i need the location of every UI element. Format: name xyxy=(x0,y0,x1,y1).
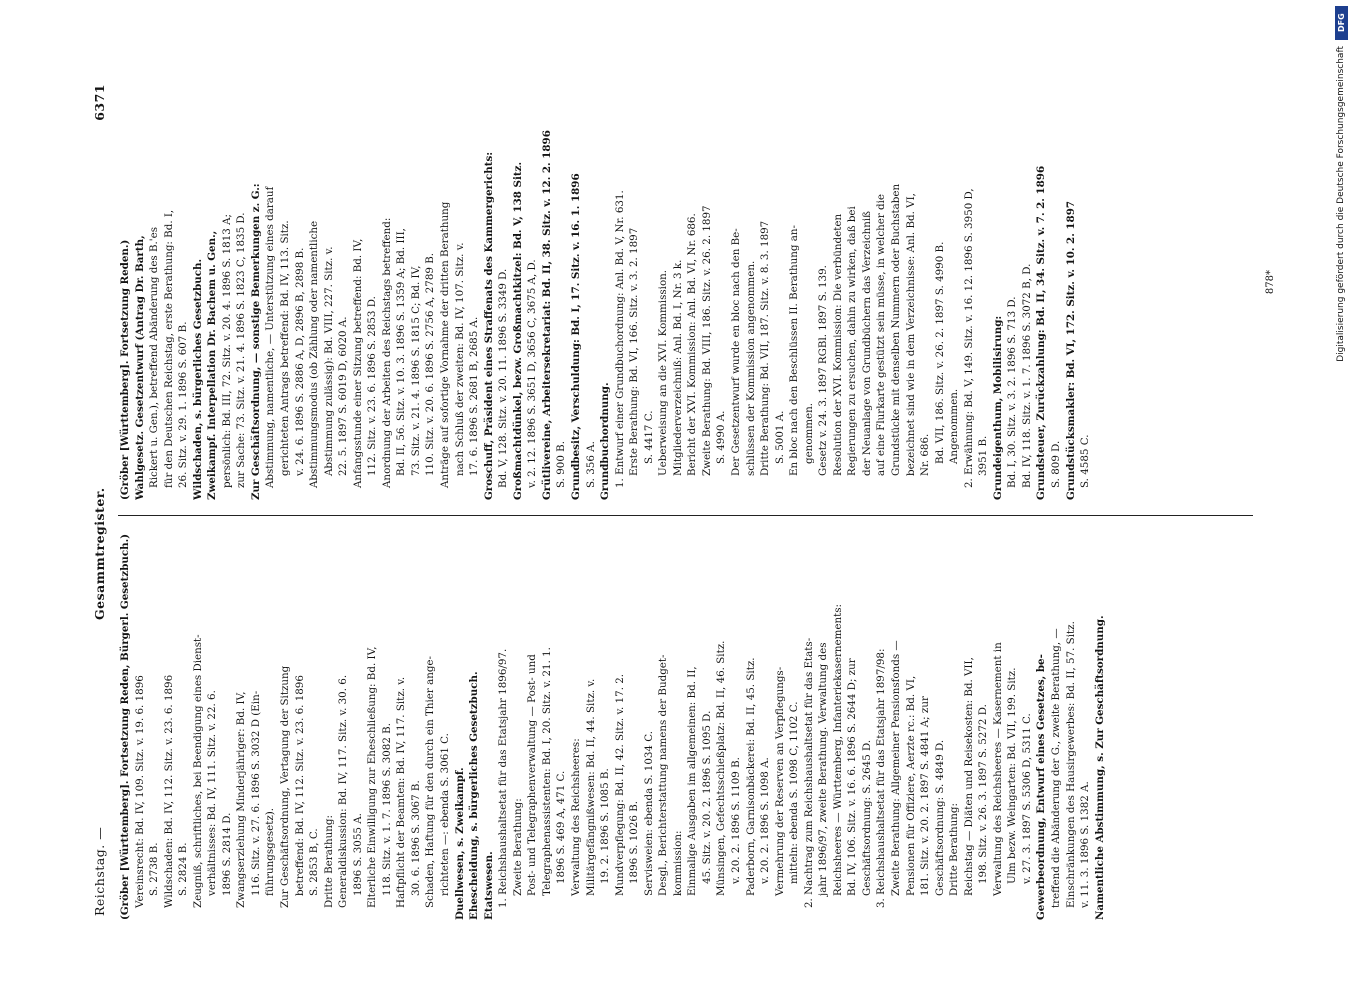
register-line: 116. Sitz. v. 27. 6. 1896 S. 3032 D (Ein- xyxy=(249,690,262,896)
register-page xyxy=(90,80,1295,920)
register-line: Zur Geschäftsordnung, — sonstige Bemerkungen z. G.: xyxy=(249,183,262,500)
register-line: Zweite Berathung: xyxy=(511,798,524,896)
register-line: Bd. II, 56. Sitz. v. 10. 3. 1896 S. 1359 A; Bd. III, xyxy=(395,228,408,476)
register-line: v. 24. 6. 1896 S. 2886 A, D, 2896 B, 2898 B. xyxy=(293,247,306,476)
register-line: Grundbuchordnung. xyxy=(599,382,612,500)
register-line: S. 356 A. xyxy=(584,441,597,488)
right-column xyxy=(118,80,1093,500)
register-line: Der Gesetzentwurf wurde en bloc nach den Be- xyxy=(729,228,742,476)
register-line: Münsingen, Gefechtsschießplatz: Bd. II, 46. Sitz. xyxy=(715,640,728,896)
register-line: Dritte Berathung: Bd. VII, 187. Sitz. v. 8. 3. 1897 xyxy=(759,220,772,476)
register-line: En bloc nach den Beschlüssen II. Berathung an- xyxy=(788,225,801,476)
register-line: Ueberweisung an die XVI. Kommission. xyxy=(657,269,670,476)
register-line: Vermehrung der Reserven an Verpflegungs- xyxy=(773,666,786,896)
register-line: 1896 S. 3055 A. xyxy=(351,813,364,896)
register-line: v. 20. 2. 1896 S. 1098 A. xyxy=(759,757,772,884)
left-column xyxy=(118,528,1107,920)
register-line: Anträge auf sofortige Vornahme der dritten Berathung xyxy=(439,201,452,488)
register-line: Bd. I, 30. Sitz. v. 3. 2. 1896 S. 713 D. xyxy=(1006,296,1019,488)
register-line: Servisweien: ebenda S. 1034 C. xyxy=(642,730,655,896)
register-line: Geschäftsordnung: S. 2645 D. xyxy=(860,739,873,896)
header-title: Gesammtregister. xyxy=(92,487,107,620)
dfg-side-strip xyxy=(1335,6,1348,999)
header-left: Reichstag. — xyxy=(92,826,107,916)
register-line: S. 809 D. xyxy=(1050,440,1062,488)
register-line: Elterliche Einwilligung zur Eheschließung: Bd. IV, xyxy=(366,646,379,908)
register-line: S. 900 B. xyxy=(555,441,568,488)
register-line: Dritte Berathung: xyxy=(322,815,335,908)
register-line: Duellwesen, s. Zweikampf. xyxy=(453,767,466,920)
register-line: 1896 S. 1026 B. xyxy=(628,800,641,884)
page-header xyxy=(90,80,114,920)
register-line: Vereinsrecht: Bd. IV, 109. Sitz. v. 19. 6. 1896 xyxy=(133,675,146,908)
register-line: verhältnisses: Bd. IV, 111. Sitz. v. 22. 6. xyxy=(206,690,219,896)
register-line: 3951 B. xyxy=(977,435,990,476)
register-line: bezeichnet sind wie in dem Verzeichnisse: Anl. Bd. VI, xyxy=(904,193,917,476)
register-line: Schaden, Haftung für den durch ein Thier ange- xyxy=(424,655,437,908)
register-line: v. 2. 12. 1896 S. 3651 D, 3656 C, 3675 A, D. xyxy=(526,259,539,488)
register-line: Grundstücke mit denselben Nummern oder Buchstaben xyxy=(889,183,902,476)
register-line: Anfangsstunde einer Sitzung betreffend: Bd. IV, xyxy=(351,238,364,488)
register-line: Geschäftsordnung: S. 4849 D. xyxy=(933,739,946,896)
register-line: 45. Sitz. v. 20. 2. 1896 S. 1095 D. xyxy=(700,710,713,884)
register-line: (Gröber [Württemberg]. Fortsetzung Reden, Bürgerl. Gesetzbuch.) xyxy=(119,533,131,920)
register-line: Generaldiskussion: Bd. IV, 117. Sitz. v. 30. 6. xyxy=(337,674,350,908)
register-line: 110. Sitz. v. 20. 6. 1896 S. 2756 A, 2789 B. xyxy=(424,252,437,476)
register-line: richteten —: ebenda S. 3061 C. xyxy=(439,733,452,896)
register-line: Einschränkungen des Hausirgewerbes: Bd. II, 57. Sitz. xyxy=(1064,621,1077,908)
register-line: Bericht der XVI. Kommission: Anl. Bd. VI, Nr. 686. xyxy=(686,213,699,476)
register-line: v. 27. 3. 1897 S. 5306 D, 5311 C. xyxy=(1020,713,1033,884)
register-line: Wildschaden: Bd. IV, 112. Sitz. v. 23. 6. 1896 xyxy=(162,674,175,908)
register-line: Rickert u. Gen.), betreffend Abänderung des B.'es xyxy=(148,226,161,488)
register-line: kommission: xyxy=(671,830,684,896)
register-line: S. 4417 C. xyxy=(642,410,655,464)
register-line: Militärgefängnißwesen: Bd. II, 44. Sitz. v. xyxy=(584,678,597,896)
dfg-credit-text: Digitalisierung gefördert durch die Deutsche Forschungsgemeinschaft xyxy=(1336,46,1346,362)
register-line: Abstimmung zulässig): Bd. VIII, 227. Sitz. v. xyxy=(322,246,335,476)
register-line: Zweite Berathung: Bd. VIII, 186. Sitz. v. 26. 2. 1897 xyxy=(700,205,713,476)
register-line: 198. Sitz. v. 26. 3. 1897 S. 5272 D. xyxy=(977,704,990,884)
register-line: Bd. VII, 186. Sitz. v. 26. 2. 1897 S. 4990 B. xyxy=(933,241,946,464)
register-line: Verwaltung des Reichsheeres — Kasernement in xyxy=(991,642,1004,896)
dfg-logo: DFG xyxy=(1335,6,1348,40)
register-line: S. 2853 B, C. xyxy=(308,828,321,896)
register-line: Zweite Berathung: Allgemeiner Pensionsfonds — xyxy=(889,640,902,896)
register-line: Zwangserziehung Minderjähriger: Bd. IV, xyxy=(235,691,248,908)
register-line: Reichstag — Diäten und Reisekosten: Bd. VII, xyxy=(962,657,975,896)
register-line: S. 4990 A. xyxy=(715,410,728,464)
register-line: schlüssen der Kommission angenommen. xyxy=(744,260,757,476)
register-line: 2. Nachtrag zum Reichshaushaltsetat für das Etats- xyxy=(802,637,815,908)
signature-mark: 878* xyxy=(1265,270,1276,295)
register-line: Wahlgesetz. Gesetzentwurf (Antrag Dr. Barth, xyxy=(133,235,146,500)
register-line: Großmachtdünkel, bezw. Großmachtkitzel: Bd. V, 138 Sitz. xyxy=(511,161,524,500)
register-line: Bd. IV, 106. Sitz. v. 16. 6. 1896 S. 2644 D; zur xyxy=(846,658,859,896)
column-divider xyxy=(118,515,1253,516)
register-line: Zur Geschäftsordnung, Vertagung der Sitzung xyxy=(279,665,292,908)
register-line: 19. 2. 1896 S. 1085 B. xyxy=(599,768,612,884)
register-line: Angenommen. xyxy=(948,388,961,464)
register-line: Verwaltung des Reichsheeres: xyxy=(569,738,582,896)
register-line: Abstimmungsmodus (ob Zählung oder namentliche xyxy=(308,220,321,488)
register-line: Grundeigenthum, Mobilisirung: xyxy=(991,315,1004,500)
register-line: 17. 6. 1896 S. 2681 B, 2685 A. xyxy=(468,316,481,476)
register-line: Namentliche Abstimmung, s. Zur Geschäftsordnung. xyxy=(1093,615,1106,920)
register-line: gerichteten Antrags betreffend: Bd. IV, 113. Sitz. xyxy=(279,220,292,476)
register-line: 112. Sitz. v. 23. 6. 1896 S. 2853 D. xyxy=(366,296,379,476)
register-line: 1. Reichshaushaltsetat für das Etatsjahr 1896/97. xyxy=(497,648,510,908)
register-line: der Neuanlage von Grundbüchern das Verzeichniß xyxy=(860,210,873,476)
register-line: S. 2738 B. xyxy=(148,842,161,896)
register-line: Desgl., Berichterstattung namens der Budget- xyxy=(657,654,670,896)
register-line: mitteln: ebenda S. 1098 C, 1102 C. xyxy=(788,701,801,884)
register-line: Ehescheidung, s. bürgerliches Gesetzbuch. xyxy=(468,671,481,920)
register-line: Nr. 686. xyxy=(919,433,932,476)
register-line: 2. Erwähnung: Bd. V, 149. Sitz. v. 16. 12. 1896 S. 3950 D, xyxy=(962,188,975,488)
register-line: Mitgliederverzeichniß: Anl. Bd. I, Nr. 3 k. xyxy=(671,259,684,476)
register-line: Anordnung der Arbeiten des Reichstags betreffend: xyxy=(380,217,393,488)
register-line: Telegraphenassistenten: Bd. I, 20. Sitz. v. 21. 1. xyxy=(540,647,553,896)
register-line: S. 5001 A. xyxy=(773,410,786,464)
register-line: Pensionen für Offiziere, Aerzte rc.: Bd. VI, xyxy=(904,675,917,896)
register-line: Paderborn, Garnisonbäckerei: Bd. II, 45. Sitz. xyxy=(744,657,757,896)
register-line: v. 11. 3. 1896 S. 1382 A. xyxy=(1079,781,1092,908)
register-line: 118. Sitz. v. 1. 7. 1896 S. 3082 B. xyxy=(380,722,393,896)
register-line: Bd. IV, 118. Sitz. v. 1. 7. 1896 S. 3072 B, D. xyxy=(1020,263,1033,488)
register-line: 181. Sitz. v. 20. 2. 1897 S. 4841 A; zur xyxy=(919,696,932,896)
register-line: Regierungen zu ersuchen, dahin zu wirken, daß bei xyxy=(846,206,859,476)
register-line: 1896 S. 469 A, 471 C. xyxy=(555,770,568,884)
register-line: Groschuff, Präsident eines Straffenats des Kammergerichts: xyxy=(482,151,495,500)
register-line: betreffend: Bd. IV, 112. Sitz. v. 23. 6. 1896 xyxy=(293,675,306,896)
register-line: 1896 S. 2814 D. xyxy=(220,812,233,896)
register-line: für den Deutschen Reichstag, erste Berathung: Bd. I, xyxy=(162,209,175,488)
register-line: genommen. xyxy=(802,402,815,464)
register-line: Resolution der XVI. Kommission: Die verbündeten xyxy=(831,213,844,476)
register-line: Einmalige Ausgaben im allgemeinen: Bd. II, xyxy=(686,666,699,896)
register-line: Ulm bezw. Weingarten: Bd. VII, 199. Sitz. xyxy=(1006,667,1019,884)
register-line: jahr 1896/97, zweite Berathung. Verwaltung des xyxy=(817,642,830,896)
register-line: Bd. V, 128. Sitz. v. 20. 11. 1896 S. 3349 D. xyxy=(497,268,510,488)
register-line: führungsgesetz). xyxy=(264,807,277,896)
register-line: Gesetz v. 24. 3. 1897 RGBl. 1897 S. 139. xyxy=(817,265,830,476)
register-line: nach Schluß der zweiten: Bd. IV, 107. Sitz. v. xyxy=(453,242,466,476)
register-line: persönlich: Bd. III, 72. Sitz. v. 20. 4. 1896 S. 1813 A; xyxy=(220,214,233,488)
register-line: 1. Entwurf einer Grundbuchordnung: Anl. Bd. V, Nr. 631. xyxy=(613,190,626,488)
register-line: v. 20. 2. 1896 S. 1109 B. xyxy=(729,757,742,884)
register-line: Dritte Berathung: xyxy=(948,803,961,896)
register-line: Reichsheeres — Württemberg, Infanteriekasernements: xyxy=(831,604,844,896)
register-line: zur Sache: 73. Sitz. v. 21. 4. 1896 S. 1823 C, 1835 D. xyxy=(235,212,248,488)
register-line: Grundstücksmakler: Bd. VI, 172. Sitz. v. 10. 2. 1897 xyxy=(1064,200,1077,500)
register-line: Wildschaden, s. bürgerliches Gesetzbuch. xyxy=(191,258,204,500)
register-line: Grundbesitz, Verschuldung: Bd. I, 17. Sitz. v. 16. 1. 1896 xyxy=(569,173,582,500)
register-line: Abstimmung, namentliche, — Unterstützung eines darauf xyxy=(264,186,277,488)
register-line: Zweikampf. Interpellation Dr. Bachem u. Gen., xyxy=(206,230,219,500)
register-line: S. 4585 C. xyxy=(1079,434,1092,488)
register-line: (Gröber [Württemberg]. Fortsetzung Reden.) xyxy=(119,239,131,500)
register-line: 22. 5. 1897 S. 6019 D, 6020 A. xyxy=(337,316,350,476)
register-line: S. 2824 B. xyxy=(177,842,190,896)
register-line: 73. Sitz. v. 21. 4. 1896 S. 1815 C; Bd. IV, xyxy=(409,265,422,476)
register-line: Gewerbeordnung, Entwurf eines Gesetzes, be- xyxy=(1035,654,1048,920)
register-line: treffend die Abänderung der G., zweite Berathung, — xyxy=(1050,628,1062,908)
register-line: auf eine Flurkarte gestützt sein müsse, in welcher die xyxy=(875,194,888,476)
register-line: Post- und Telegraphenverwaltung — Post- und xyxy=(526,654,539,896)
register-line: 26. Sitz. v. 29. 1. 1896 S. 607 B. xyxy=(177,321,190,488)
register-line: Grundsteuer, Zurückzahlung: Bd. II, 34. Sitz. v. 7. 2. 1896 xyxy=(1035,165,1048,500)
register-line: Haftpflicht der Beamten: Bd. IV, 117. Sitz. v. xyxy=(395,676,408,908)
register-line: Zeugniß, schriftliches, bei Beendigung eines Dienst- xyxy=(191,634,204,908)
register-line: Erste Berathung: Bd. VI, 166. Sitz. v. 3. 2. 1897 xyxy=(628,227,641,476)
page-number: 6371 xyxy=(92,84,107,121)
register-line: Mundverpflegung: Bd. II, 42. Sitz. v. 17. 2. xyxy=(613,673,626,896)
register-line: Etatswesen. xyxy=(482,851,495,920)
register-line: 3. Reichshaushaltsetat für das Etatsjahr 1897/98: xyxy=(875,648,888,908)
register-line: 30. 6. 1896 S. 3067 B. xyxy=(409,780,422,896)
register-line: Grütlivereine, Arbeitersekretariat: Bd. II, 38. Sitz. v. 12. 2. 1896 xyxy=(540,130,553,500)
